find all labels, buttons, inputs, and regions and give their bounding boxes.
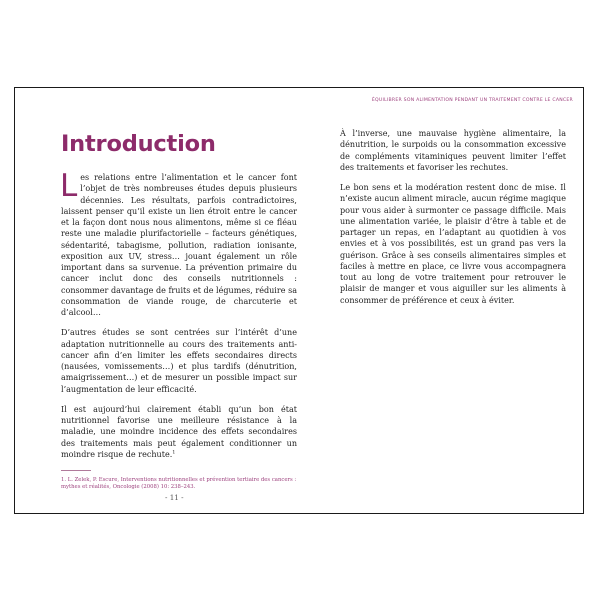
drop-cap: L <box>60 168 78 204</box>
right-paragraph-2: Le bon sens et la modération restent donc de mise. Il n’existe aucun aliment miracle, aucun régime magique pour vous aider à surmonter ce passage difficile. Mais une alimentation variée, le plaisir d’être à table et de partager un repas, en l’adaptant au quotidien à vos envies et à vos possibilités, est un grand pas vers la guérison. Grâce à ses conseils alimentaires simples et faciles à mettre en place, ce livre vous accompagnera tout au long de votre traitement pour retrouver le plaisir de manger et vous aiguiller sur les aliments à consommer de préférence et ceux à éviter. <box>340 183 566 305</box>
right-paragraph-1: À l’inverse, une mauvaise hygiène alimentaire, la dénutrition, le surpoids ou la consommation excessive de compléments vitaminiques peuvent limiter l’effet des traitements et favoriser les rechutes. <box>340 129 566 172</box>
page-title: Introduction <box>61 131 216 157</box>
intro-paragraph-3 <box>61 404 297 460</box>
page-number: - 11 - <box>165 493 184 502</box>
running-head: ÉQUILIBRER SON ALIMENTATION PENDANT UN TRAITEMENT CONTRE LE CANCER <box>371 98 573 103</box>
footnote-rule <box>61 470 91 471</box>
right-page <box>340 128 566 315</box>
intro-paragraph-1-text: es relations entre l’alimentation et le cancer font l’objet de très nombreuses études depuis plusieurs décennies. Les résultats, parfois contradictoires, laissent penser qu’il existe un lien étroit entre le cancer et la façon dont nous nous alimentons, même si ce fléau reste une maladie plurifactorielle – facteurs génétiques, sédentarité, tabagisme, pollution, radiation ionisante, exposition aux UV, stress… jouant également un rôle important dans sa survenue. La prévention primaire du cancer inclut donc des conseils nutritionnels : consommer davantage de fruits et de légumes, réduire sa consommation de viande rouge, de charcuterie et d’alcool… <box>61 173 297 317</box>
intro-paragraph-1 <box>60 168 297 318</box>
book-spread <box>14 87 584 514</box>
footnote-marker: 1 <box>172 449 176 456</box>
intro-paragraph-3-text: Il est aujourd’hui clairement établi qu’un bon état nutritionnel favorise une meilleure résistance à la maladie, une moindre incidence des effets secondaires des traitements mais peut également conditionner un moindre risque de rechute. <box>61 404 297 459</box>
intro-paragraph-2: D’autres études se sont centrées sur l’intérêt d’une adaptation nutritionnelle au cours des traitements anti-cancer afin d’en limiter les effets secondaires directs (nausées, vomissements…) et plus tardifs (dénutrition, amaigrissement…) et de mesurer un possible impact sur l’augmentation de leur efficacité. <box>61 328 297 394</box>
footnote: 1. L. Zelek, P. Escure, Interventions nutritionnelles et prévention tertiaire des cancers : mythes et réalités, Oncologie (2008) 10: 238–243. <box>61 477 297 491</box>
left-page <box>61 128 297 491</box>
